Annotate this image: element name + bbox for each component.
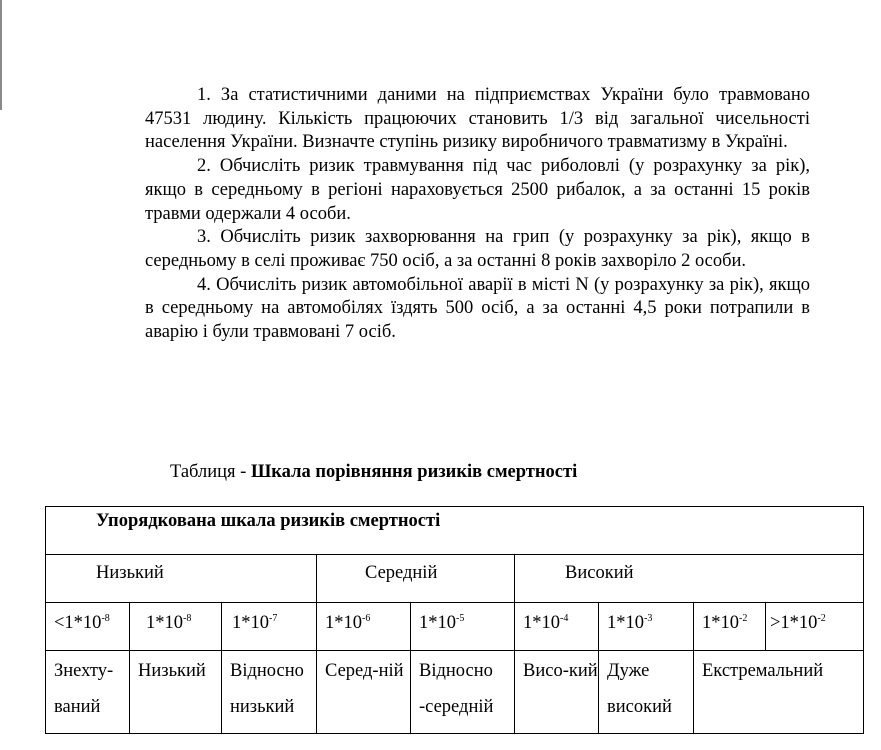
value-exponent: -6 (362, 613, 371, 624)
level-medium: Середній (365, 563, 438, 583)
label-cell (130, 651, 222, 734)
label-very-high: Дуже високий (607, 661, 672, 717)
value-base: <1*10 (54, 613, 102, 633)
value-base: 1*10 (702, 613, 739, 633)
label-negligible: Знехту-ваний (54, 661, 114, 717)
value-exponent: -8 (183, 613, 192, 624)
value-cell (130, 603, 222, 651)
label-row (46, 651, 864, 734)
problem-4: 4. Обчисліть ризик автомобільної аварії в місті N (у розрахунку за рік), якщо в середньому на автомобілях їздять 500 осіб, а за останні 4,5 роки потрапили в аварію і були травмовані 7 осіб. (145, 274, 810, 343)
table-caption (170, 460, 577, 484)
table-header-cell (46, 507, 864, 555)
label-low: Низький (138, 661, 206, 681)
table-header-text: Упорядкована шкала ризиків смертності (96, 511, 441, 531)
value-base: 1*10 (232, 613, 269, 633)
value-cell (222, 603, 317, 651)
problem-1: 1. За статистичними даними на підприємствах України було травмовано 47531 людину. Кількість працюючих становить 1/3 від загальної чисельності населення України. Визначте ступінь ризику виробничого травматизму в Україні. (145, 85, 810, 153)
value-row (46, 603, 864, 651)
label-cell (411, 651, 515, 734)
value-cell (46, 603, 130, 651)
value-exponent: -4 (560, 613, 569, 624)
caption-title: Шкала порівняння ризиків смертності (250, 462, 578, 482)
label-high: Висо-кий (523, 661, 598, 681)
problem-3: 3. Обчисліть ризик захворювання на грип (у розрахунку за рік), якщо в середньому в селі проживає 750 осіб, а за останні 8 років захворіло 2 особи. (145, 227, 810, 271)
label-cell (694, 651, 864, 734)
problem-2: 2. Обчисліть ризик травмування під час риболовлі (у розрахунку за рік), якщо в середньому в регіоні нараховується 2500 рибалок, а за останні 15 років травми одержали 4 особи. (145, 156, 810, 224)
value-cell (694, 603, 766, 651)
label-cell (515, 651, 599, 734)
value-exponent: -8 (101, 613, 110, 624)
value-base: 1*10 (607, 613, 644, 633)
label-cell (599, 651, 694, 734)
label-relatively-low: Відносно низький (230, 661, 304, 717)
value-base: 1*10 (419, 613, 456, 633)
value-cell (515, 603, 599, 651)
level-high: Високий (565, 563, 634, 583)
value-cell (766, 603, 864, 651)
value-exponent: -2 (739, 613, 748, 624)
label-extreme: Екстремальний (702, 661, 824, 681)
level-low: Низький (96, 563, 164, 583)
value-cell (599, 603, 694, 651)
value-exponent: -7 (269, 613, 278, 624)
value-base: >1*10 (770, 613, 818, 633)
value-base: 1*10 (523, 613, 560, 633)
value-exponent: -5 (456, 613, 465, 624)
value-cell (317, 603, 411, 651)
value-base: 1*10 (146, 613, 183, 633)
caption-prefix: Таблиця - (170, 462, 251, 482)
label-medium: Серед-ній (325, 661, 404, 681)
problem-list (145, 84, 810, 345)
level-medium-cell (317, 555, 515, 603)
value-base: 1*10 (325, 613, 362, 633)
level-high-cell (515, 555, 864, 603)
value-exponent: -2 (817, 613, 826, 624)
value-exponent: -3 (644, 613, 653, 624)
level-low-cell (46, 555, 317, 603)
table-header-row (46, 507, 864, 555)
label-cell (46, 651, 130, 734)
value-cell (411, 603, 515, 651)
page-edge-line (0, 0, 2, 110)
level-row (46, 555, 864, 603)
risk-scale-table (45, 506, 864, 734)
label-cell (222, 651, 317, 734)
label-relatively-medium: Відносно -середній (419, 661, 494, 717)
label-cell (317, 651, 411, 734)
